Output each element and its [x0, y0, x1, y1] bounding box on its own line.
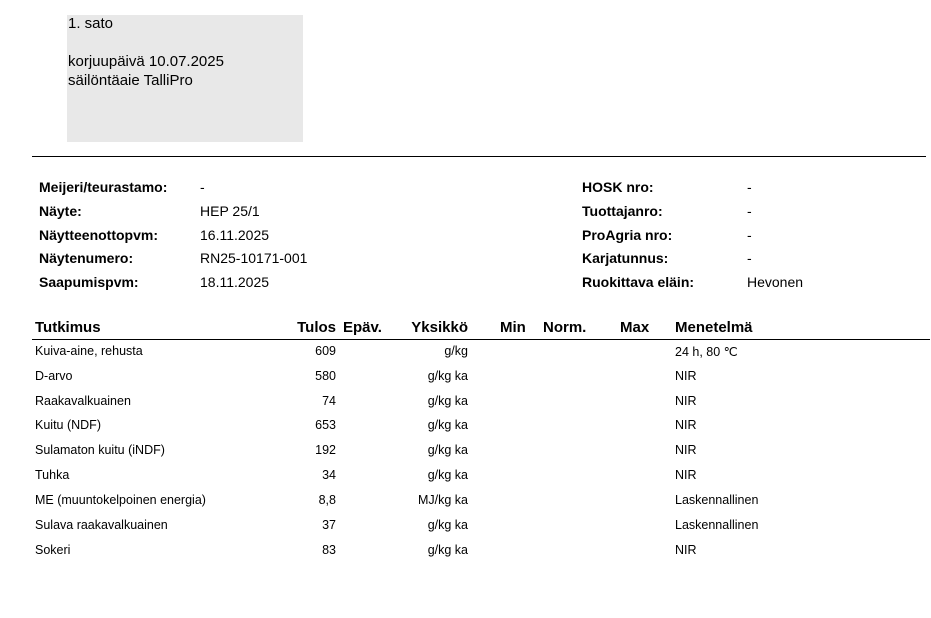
row-unit: g/kg ka: [427, 543, 468, 557]
harvest-date: korjuupäivä 10.07.2025: [68, 53, 224, 70]
info-label-karjatunnus: Karjatunnus:: [582, 250, 669, 266]
header-divider: [32, 156, 926, 157]
row-test-name: Kuitu (NDF): [35, 418, 101, 432]
info-value-naytenumero: RN25-10171-001: [200, 250, 308, 266]
info-value-hosk: -: [747, 179, 752, 195]
row-result: 580: [315, 369, 336, 383]
info-label-proagria: ProAgria nro:: [582, 227, 673, 243]
info-value-ruokittava: Hevonen: [747, 274, 804, 290]
col-header-norm: Norm.: [543, 319, 587, 336]
row-method: Laskennallinen: [675, 493, 759, 507]
row-method: Laskennallinen: [675, 518, 759, 532]
table-row: [0, 369, 931, 394]
info-label-naytteenottopvm: Näytteenottopvm:: [39, 227, 159, 243]
row-result: 192: [315, 443, 336, 457]
table-row: [0, 344, 931, 369]
row-unit: g/kg ka: [427, 394, 468, 408]
info-value-naytteenottopvm: 16.11.2025: [200, 227, 270, 243]
row-result: 74: [322, 394, 336, 408]
col-header-min: Min: [500, 319, 526, 336]
row-test-name: Sokeri: [35, 543, 71, 557]
info-label-hosk: HOSK nro:: [582, 179, 654, 195]
row-unit: g/kg ka: [427, 418, 468, 432]
info-value-nayte: HEP 25/1: [200, 203, 260, 219]
row-result: 37: [322, 518, 336, 532]
table-header-divider: [32, 339, 930, 340]
row-result: 34: [322, 468, 336, 482]
row-unit: g/kg ka: [427, 518, 468, 532]
info-value-tuottajanro: -: [747, 203, 752, 219]
col-header-epav: Epäv.: [343, 319, 382, 336]
row-test-name: Sulava raakavalkuainen: [35, 518, 168, 532]
row-test-name: ME (muuntokelpoinen energia): [35, 493, 206, 507]
preservative: säilöntäaie TalliPro: [68, 72, 193, 89]
row-method: 24 h, 80 ℃: [675, 345, 738, 359]
info-label-tuottajanro: Tuottajanro:: [582, 203, 663, 219]
col-header-menetelma: Menetelmä: [675, 319, 753, 336]
row-method: NIR: [675, 394, 697, 408]
row-test-name: Sulamaton kuitu (iNDF): [35, 443, 165, 457]
col-header-max: Max: [620, 319, 650, 336]
row-test-name: Kuiva-aine, rehusta: [35, 344, 143, 358]
info-label-meijeri: Meijeri/teurastamo:: [39, 179, 168, 195]
row-method: NIR: [675, 543, 697, 557]
col-header-tulos: Tulos: [297, 319, 336, 336]
row-test-name: Raakavalkuainen: [35, 394, 131, 408]
col-header-yksikko: Yksikkö: [411, 319, 468, 336]
table-row: [0, 394, 931, 419]
row-result: 653: [315, 418, 336, 432]
info-value-proagria: -: [747, 227, 752, 243]
table-row: [0, 518, 931, 543]
info-label-naytenumero: Näytenumero:: [39, 250, 134, 266]
row-method: NIR: [675, 369, 697, 383]
row-unit: MJ/kg ka: [417, 493, 468, 507]
harvest-title: 1. sato: [68, 15, 114, 32]
row-result: 609: [315, 344, 336, 358]
row-test-name: Tuhka: [35, 468, 70, 482]
col-header-tutkimus: Tutkimus: [35, 319, 101, 336]
table-row: [0, 543, 931, 568]
table-row: [0, 468, 931, 493]
info-label-ruokittava: Ruokittava eläin:: [582, 274, 695, 290]
table-row: [0, 443, 931, 468]
row-unit: g/kg: [444, 344, 468, 358]
table-row: [0, 493, 931, 518]
row-method: NIR: [675, 418, 697, 432]
info-value-karjatunnus: -: [747, 250, 752, 266]
row-unit: g/kg ka: [427, 468, 468, 482]
info-value-saapumispvm: 18.11.2025: [200, 274, 270, 290]
info-value-meijeri: -: [200, 179, 205, 195]
info-label-nayte: Näyte:: [39, 203, 82, 219]
row-method: NIR: [675, 468, 697, 482]
row-unit: g/kg ka: [427, 443, 468, 457]
row-unit: g/kg ka: [427, 369, 468, 383]
row-result: 83: [322, 543, 336, 557]
info-label-saapumispvm: Saapumispvm:: [39, 274, 139, 290]
row-result: 8,8: [318, 493, 336, 507]
row-method: NIR: [675, 443, 697, 457]
row-test-name: D-arvo: [35, 369, 73, 383]
table-row: [0, 418, 931, 443]
